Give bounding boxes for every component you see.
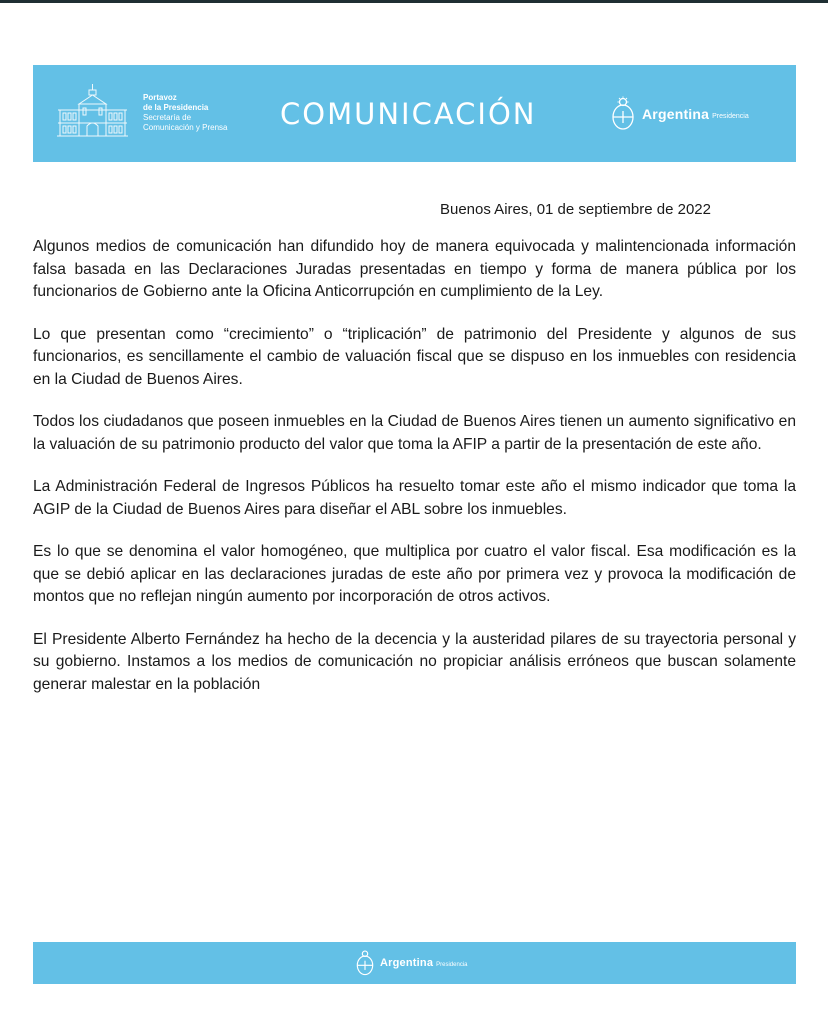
paragraph: La Administración Federal de Ingresos Públicos ha resuelto tomar este año el mismo indicador que toma la AGIP de la Ciudad de Buenos Aires para diseñar el ABL sobre los inmuebles. <box>33 478 796 518</box>
paragraph: Lo que presentan como “crecimiento” o “triplicación” de patrimonio del Presidente y algunos de sus funcionarios, es sencillamente el cambio de valuación fiscal que se dispuso en los inmuebles con residencia en la Ciudad de Buenos Aires. <box>33 325 796 388</box>
document-body <box>33 236 796 716</box>
org-line-1: Portavoz <box>143 93 177 102</box>
footer-brand-name: Argentina <box>380 957 434 969</box>
org-line-3: Secretaría de <box>143 113 192 122</box>
paragraph: Todos los ciudadanos que poseen inmuebles en la Ciudad de Buenos Aires tienen un aumento significativo en la valuación de su patrimonio producto del valor que toma la AFIP a partir de la presentación de este año. <box>33 413 796 453</box>
paragraph: Algunos medios de comunicación han difundido hoy de manera equivocada y malintencionada información falsa basada en las Declaraciones Juradas presentadas en tiempo y forma de manera pública por los funcionarios de Gobierno ante la Oficina Anticorrupción en cumplimiento de la Ley. <box>33 238 796 300</box>
top-strip <box>0 0 828 3</box>
footer-brand <box>355 948 468 978</box>
footer-brand-subtitle: Presidencia <box>436 961 468 968</box>
casa-rosada-building-icon <box>55 82 130 142</box>
paragraph: Es lo que se denomina el valor homogéneo, que multiplica por cuatro el valor fiscal. Esa modificación es la que se debió aplicar en las declaraciones juradas de este año por primera vez y provoca la modificación de montos que no reflejan ningún aumento por incorporación de otros activos. <box>33 543 796 605</box>
footer-banner <box>33 942 796 984</box>
org-name <box>143 93 227 133</box>
header-brand <box>610 95 749 133</box>
page-title: COMUNICACIÓN <box>280 97 537 131</box>
document-date: Buenos Aires, 01 de septiembre de 2022 <box>439 201 711 218</box>
argentina-shield-icon <box>355 949 375 977</box>
org-line-4: Comunicación y Prensa <box>143 123 228 132</box>
argentina-shield-icon <box>610 96 636 132</box>
header-banner <box>33 65 796 162</box>
brand-subtitle: Presidencia <box>712 112 749 120</box>
org-line-2: de la Presidencia <box>143 103 209 112</box>
paragraph: El Presidente Alberto Fernández ha hecho de la decencia y la austeridad pilares de su trayectoria personal y su gobierno. Instamos a los medios de comunicación no propiciar análisis erróneos que buscan solamente generar malestar en la población <box>33 630 796 693</box>
brand-name: Argentina <box>642 106 710 122</box>
